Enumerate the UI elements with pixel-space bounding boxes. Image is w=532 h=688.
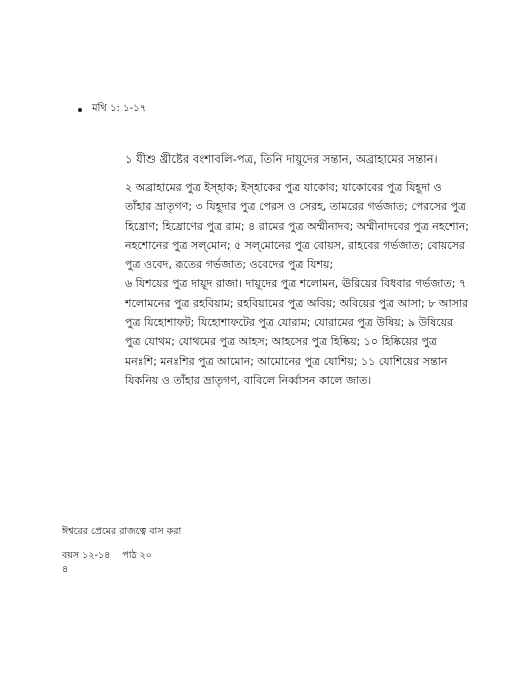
bullet-icon [78,108,82,112]
page-number: ৪ [62,564,69,575]
verse-heading: ১ যীশু খ্রীষ্টের বংশাবলি-পত্র, তিনি দায়ূদের সন্তান, অব্রাহামের সন্তান। [125,152,438,166]
footer-age: বয়স ১২-১৪ [62,550,111,561]
scripture-reference-text: মথি ১: ১-১৭ [92,103,147,114]
footer-meta [62,549,152,564]
verse-body [125,178,470,390]
footer-lesson: পাঠ ২০ [122,550,152,561]
scripture-reference [78,101,146,118]
footer-title: ঈশ্বরের প্রেমের রাজত্বে বাস করা [62,526,182,537]
verse-paragraph: ৬ যিশয়ের পুত্র দায়ূদ রাজা। দায়ূদের পুত্র শলোমন, ঊরিয়ের বিধবার গর্ভজাত; ৭ শলোমনের পুত্র রহবিয়াম; রহবিয়ামের পুত্র অবিয়; অবিয়ের পুত্র আসা; ৮ আসার পুত্র যিহোশাফট; যিহোশাফটের পুত্র যোরাম; যোরামের পুত্র উষিয়; ৯ উষিয়ের পুত্র যোথম; যোথমের পুত্র আহস; আহসের পুত্র হিষ্কিয়; ১০ হিষ্কিয়ের পুত্র মনঃশি; মনঃশির পুত্র আমোন; আমোনের পুত্র যোশিয়; ১১ যোশিয়ের সন্তান যিকনিয় ও তাঁহার ভ্রাতৃগণ, বাবিলে নির্ব্বাসন কালে জাত। [125,277,469,387]
verse-paragraph: ২ অব্রাহামের পুত্র ইস্‌হাক; ইস্‌হাকের পুত্র যাকোব; যাকোবের পুত্র যিহূদা ও তাঁহার ভ্রাতৃগণ; ৩ যিহূদার পুত্র পেরস ও সেরহ, তামরের গর্ভজাত; পেরসের পুত্র হিষ্রোণ; হিষ্রোণের পুত্র রাম; ৪ রামের পুত্র অম্মীনাদব; অম্মীনাদবের পুত্র নহশোন; নহশোনের পুত্র সল্‌মোন; ৫ সল্‌মোনের পুত্র বোয়স, রাহবের গর্ভজাত; বোয়সের পুত্র ওবেদ, রূতের গর্ভজাত; ওবেদের পুত্র যিশয়; [125,181,470,272]
